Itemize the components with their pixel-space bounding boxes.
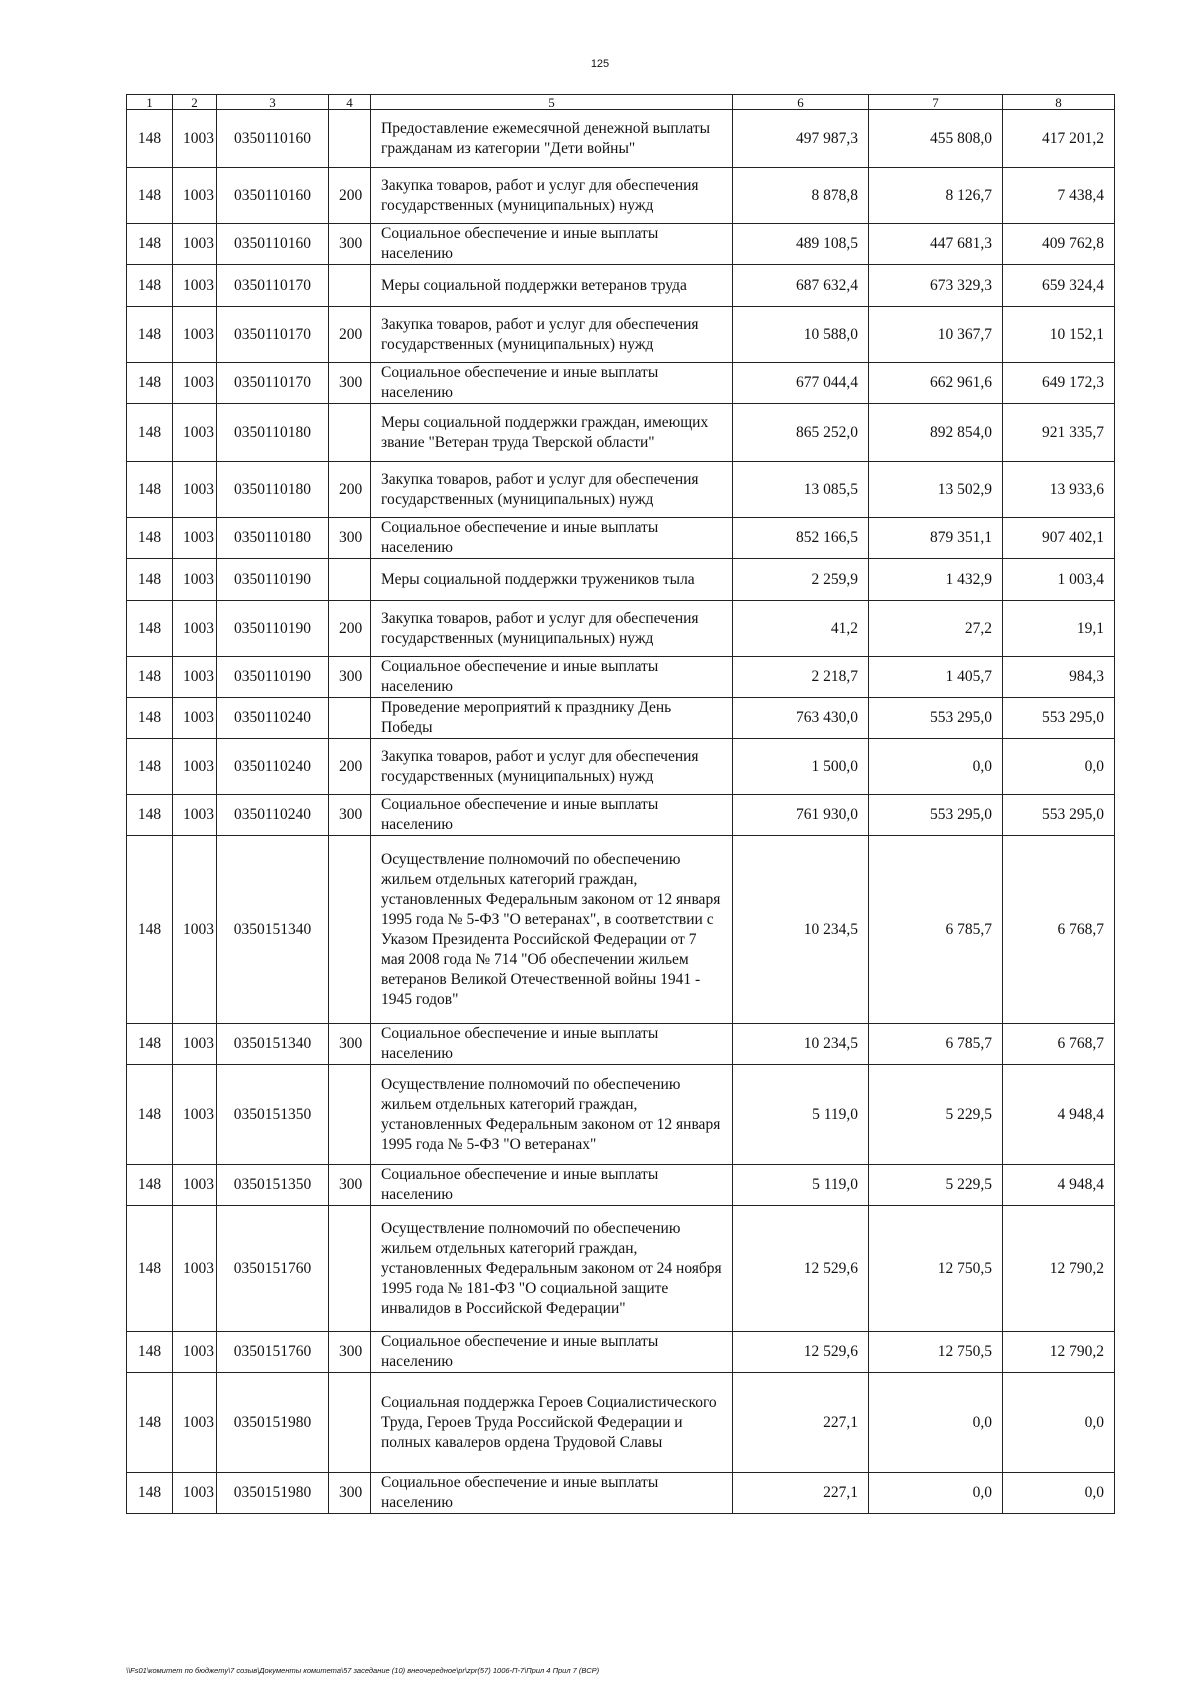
cell-col-5: Меры социальной поддержки ветеранов труда xyxy=(371,265,733,307)
cell-col-8: 907 402,1 xyxy=(1003,518,1115,559)
cell-col-1: 148 xyxy=(127,404,173,462)
cell-col-6: 761 930,0 xyxy=(733,795,869,836)
cell-col-7: 1 405,7 xyxy=(869,657,1003,698)
cell-col-1: 148 xyxy=(127,739,173,795)
cell-col-8: 0,0 xyxy=(1003,1473,1115,1514)
cell-col-1: 148 xyxy=(127,1206,173,1332)
cell-col-4: 200 xyxy=(329,601,371,657)
cell-col-2: 1003 xyxy=(173,1206,217,1332)
cell-col-4: 200 xyxy=(329,739,371,795)
cell-col-7: 10 367,7 xyxy=(869,307,1003,363)
cell-col-7: 553 295,0 xyxy=(869,698,1003,739)
cell-col-6: 852 166,5 xyxy=(733,518,869,559)
cell-col-1: 148 xyxy=(127,307,173,363)
cell-col-6: 12 529,6 xyxy=(733,1206,869,1332)
cell-col-8: 4 948,4 xyxy=(1003,1165,1115,1206)
cell-col-5: Социальное обеспечение и иные выплаты населению xyxy=(371,518,733,559)
cell-col-6: 13 085,5 xyxy=(733,462,869,518)
header-col-5: 5 xyxy=(371,95,733,110)
cell-col-6: 12 529,6 xyxy=(733,1332,869,1373)
cell-col-1: 148 xyxy=(127,1024,173,1065)
cell-col-5: Социальное обеспечение и иные выплаты населению xyxy=(371,224,733,265)
header-col-7: 7 xyxy=(869,95,1003,110)
cell-col-7: 8 126,7 xyxy=(869,168,1003,224)
cell-col-5: Социальная поддержка Героев Социалистического Труда, Героев Труда Российской Федерации и полных кавалеров ордена Трудовой Славы xyxy=(371,1373,733,1473)
cell-col-2: 1003 xyxy=(173,518,217,559)
cell-col-3: 0350151760 xyxy=(217,1332,329,1373)
cell-col-4 xyxy=(329,404,371,462)
table-row xyxy=(127,739,1115,795)
cell-col-2: 1003 xyxy=(173,265,217,307)
table-header xyxy=(127,95,1115,110)
cell-col-8: 6 768,7 xyxy=(1003,836,1115,1024)
table-row xyxy=(127,657,1115,698)
page-number: 125 xyxy=(590,58,610,70)
cell-col-3: 0350151340 xyxy=(217,1024,329,1065)
cell-col-5: Социальное обеспечение и иные выплаты населению xyxy=(371,1165,733,1206)
cell-col-3: 0350110170 xyxy=(217,307,329,363)
cell-col-1: 148 xyxy=(127,363,173,404)
cell-col-5: Социальное обеспечение и иные выплаты населению xyxy=(371,1473,733,1514)
cell-col-7: 447 681,3 xyxy=(869,224,1003,265)
cell-col-2: 1003 xyxy=(173,739,217,795)
cell-col-8: 553 295,0 xyxy=(1003,698,1115,739)
cell-col-1: 148 xyxy=(127,698,173,739)
table-row xyxy=(127,168,1115,224)
cell-col-1: 148 xyxy=(127,1373,173,1473)
cell-col-2: 1003 xyxy=(173,1332,217,1373)
cell-col-8: 12 790,2 xyxy=(1003,1206,1115,1332)
cell-col-6: 2 218,7 xyxy=(733,657,869,698)
cell-col-2: 1003 xyxy=(173,1473,217,1514)
cell-col-5: Меры социальной поддержки тружеников тыла xyxy=(371,559,733,601)
header-col-3: 3 xyxy=(217,95,329,110)
cell-col-6: 763 430,0 xyxy=(733,698,869,739)
cell-col-2: 1003 xyxy=(173,559,217,601)
cell-col-3: 0350110190 xyxy=(217,559,329,601)
cell-col-7: 879 351,1 xyxy=(869,518,1003,559)
table-row xyxy=(127,462,1115,518)
cell-col-7: 27,2 xyxy=(869,601,1003,657)
cell-col-7: 1 432,9 xyxy=(869,559,1003,601)
cell-col-5: Предоставление ежемесячной денежной выплаты гражданам из категории "Дети войны" xyxy=(371,110,733,168)
cell-col-6: 227,1 xyxy=(733,1373,869,1473)
cell-col-4 xyxy=(329,698,371,739)
cell-col-3: 0350151760 xyxy=(217,1206,329,1332)
cell-col-2: 1003 xyxy=(173,462,217,518)
header-col-6: 6 xyxy=(733,95,869,110)
cell-col-1: 148 xyxy=(127,110,173,168)
cell-col-3: 0350110180 xyxy=(217,462,329,518)
budget-table xyxy=(126,94,1115,1514)
table-row xyxy=(127,363,1115,404)
cell-col-6: 10 588,0 xyxy=(733,307,869,363)
table-row xyxy=(127,601,1115,657)
header-col-4: 4 xyxy=(329,95,371,110)
table-row xyxy=(127,698,1115,739)
cell-col-3: 0350151350 xyxy=(217,1165,329,1206)
cell-col-6: 10 234,5 xyxy=(733,1024,869,1065)
table-row xyxy=(127,265,1115,307)
cell-col-6: 10 234,5 xyxy=(733,836,869,1024)
cell-col-4: 300 xyxy=(329,795,371,836)
cell-col-5: Осуществление полномочий по обеспечению жильем отдельных категорий граждан, установленных Федеральным законом от 12 января 1995 года № 5-ФЗ "О ветеранах", в соответствии с Указом Президента Российской Федерации от 7 мая 2008 года № 714 "Об обеспечении жильем ветеранов Великой Отечественной войны 1941 - 1945 годов" xyxy=(371,836,733,1024)
cell-col-4: 200 xyxy=(329,462,371,518)
table-row xyxy=(127,1206,1115,1332)
cell-col-4 xyxy=(329,1373,371,1473)
table-row xyxy=(127,559,1115,601)
cell-col-3: 0350151980 xyxy=(217,1473,329,1514)
cell-col-4: 300 xyxy=(329,1024,371,1065)
cell-col-3: 0350110170 xyxy=(217,265,329,307)
cell-col-8: 0,0 xyxy=(1003,739,1115,795)
cell-col-8: 921 335,7 xyxy=(1003,404,1115,462)
header-row xyxy=(127,95,1115,110)
cell-col-5: Закупка товаров, работ и услуг для обеспечения государственных (муниципальных) нужд xyxy=(371,601,733,657)
cell-col-5: Осуществление полномочий по обеспечению жильем отдельных категорий граждан, установленных Федеральным законом от 24 ноября 1995 года № 181-ФЗ "О социальной защите инвалидов в Российской Федерации" xyxy=(371,1206,733,1332)
cell-col-3: 0350110190 xyxy=(217,657,329,698)
cell-col-4 xyxy=(329,559,371,601)
cell-col-7: 13 502,9 xyxy=(869,462,1003,518)
cell-col-8: 19,1 xyxy=(1003,601,1115,657)
cell-col-5: Социальное обеспечение и иные выплаты населению xyxy=(371,657,733,698)
cell-col-8: 13 933,6 xyxy=(1003,462,1115,518)
cell-col-1: 148 xyxy=(127,836,173,1024)
cell-col-1: 148 xyxy=(127,265,173,307)
header-col-1: 1 xyxy=(127,95,173,110)
cell-col-4: 300 xyxy=(329,1332,371,1373)
table-row xyxy=(127,404,1115,462)
cell-col-8: 417 201,2 xyxy=(1003,110,1115,168)
cell-col-8: 984,3 xyxy=(1003,657,1115,698)
cell-col-8: 12 790,2 xyxy=(1003,1332,1115,1373)
cell-col-2: 1003 xyxy=(173,657,217,698)
cell-col-4: 300 xyxy=(329,224,371,265)
cell-col-5: Закупка товаров, работ и услуг для обеспечения государственных (муниципальных) нужд xyxy=(371,168,733,224)
cell-col-1: 148 xyxy=(127,518,173,559)
cell-col-4: 300 xyxy=(329,657,371,698)
cell-col-7: 553 295,0 xyxy=(869,795,1003,836)
cell-col-8: 6 768,7 xyxy=(1003,1024,1115,1065)
cell-col-3: 0350110240 xyxy=(217,795,329,836)
cell-col-4: 200 xyxy=(329,168,371,224)
cell-col-2: 1003 xyxy=(173,836,217,1024)
cell-col-4: 300 xyxy=(329,363,371,404)
cell-col-6: 489 108,5 xyxy=(733,224,869,265)
cell-col-1: 148 xyxy=(127,1332,173,1373)
table-row xyxy=(127,518,1115,559)
cell-col-1: 148 xyxy=(127,559,173,601)
cell-col-5: Социальное обеспечение и иные выплаты населению xyxy=(371,1332,733,1373)
cell-col-3: 0350110170 xyxy=(217,363,329,404)
cell-col-4 xyxy=(329,1065,371,1165)
cell-col-4 xyxy=(329,836,371,1024)
cell-col-7: 5 229,5 xyxy=(869,1165,1003,1206)
cell-col-2: 1003 xyxy=(173,110,217,168)
cell-col-5: Закупка товаров, работ и услуг для обеспечения государственных (муниципальных) нужд xyxy=(371,739,733,795)
cell-col-2: 1003 xyxy=(173,224,217,265)
table-row xyxy=(127,1473,1115,1514)
cell-col-5: Закупка товаров, работ и услуг для обеспечения государственных (муниципальных) нужд xyxy=(371,307,733,363)
cell-col-2: 1003 xyxy=(173,404,217,462)
cell-col-1: 148 xyxy=(127,224,173,265)
cell-col-3: 0350110180 xyxy=(217,404,329,462)
cell-col-3: 0350110180 xyxy=(217,518,329,559)
cell-col-1: 148 xyxy=(127,168,173,224)
cell-col-7: 0,0 xyxy=(869,1373,1003,1473)
table-row xyxy=(127,795,1115,836)
cell-col-4: 300 xyxy=(329,1165,371,1206)
cell-col-8: 0,0 xyxy=(1003,1373,1115,1473)
cell-col-4 xyxy=(329,265,371,307)
cell-col-1: 148 xyxy=(127,601,173,657)
cell-col-3: 0350110160 xyxy=(217,224,329,265)
table-row xyxy=(127,1065,1115,1165)
table-row xyxy=(127,1332,1115,1373)
cell-col-5: Социальное обеспечение и иные выплаты населению xyxy=(371,363,733,404)
cell-col-8: 7 438,4 xyxy=(1003,168,1115,224)
cell-col-8: 649 172,3 xyxy=(1003,363,1115,404)
cell-col-8: 659 324,4 xyxy=(1003,265,1115,307)
cell-col-4: 200 xyxy=(329,307,371,363)
cell-col-7: 5 229,5 xyxy=(869,1065,1003,1165)
cell-col-6: 5 119,0 xyxy=(733,1165,869,1206)
cell-col-3: 0350151350 xyxy=(217,1065,329,1165)
cell-col-2: 1003 xyxy=(173,795,217,836)
cell-col-1: 148 xyxy=(127,1065,173,1165)
cell-col-1: 148 xyxy=(127,795,173,836)
cell-col-7: 12 750,5 xyxy=(869,1206,1003,1332)
cell-col-1: 148 xyxy=(127,462,173,518)
cell-col-3: 0350110190 xyxy=(217,601,329,657)
cell-col-3: 0350110160 xyxy=(217,110,329,168)
table-row xyxy=(127,224,1115,265)
cell-col-4: 300 xyxy=(329,1473,371,1514)
cell-col-8: 1 003,4 xyxy=(1003,559,1115,601)
cell-col-7: 892 854,0 xyxy=(869,404,1003,462)
cell-col-8: 10 152,1 xyxy=(1003,307,1115,363)
cell-col-2: 1003 xyxy=(173,698,217,739)
cell-col-6: 8 878,8 xyxy=(733,168,869,224)
table-row xyxy=(127,110,1115,168)
cell-col-5: Социальное обеспечение и иные выплаты населению xyxy=(371,795,733,836)
table-row xyxy=(127,1024,1115,1065)
table-row xyxy=(127,307,1115,363)
cell-col-5: Меры социальной поддержки граждан, имеющих звание "Ветеран труда Тверской области" xyxy=(371,404,733,462)
cell-col-3: 0350110240 xyxy=(217,698,329,739)
header-col-2: 2 xyxy=(173,95,217,110)
cell-col-3: 0350151340 xyxy=(217,836,329,1024)
header-col-8: 8 xyxy=(1003,95,1115,110)
cell-col-7: 0,0 xyxy=(869,1473,1003,1514)
cell-col-1: 148 xyxy=(127,1473,173,1514)
cell-col-2: 1003 xyxy=(173,1165,217,1206)
cell-col-8: 4 948,4 xyxy=(1003,1065,1115,1165)
cell-col-6: 41,2 xyxy=(733,601,869,657)
cell-col-3: 0350110240 xyxy=(217,739,329,795)
cell-col-6: 497 987,3 xyxy=(733,110,869,168)
cell-col-1: 148 xyxy=(127,657,173,698)
cell-col-2: 1003 xyxy=(173,307,217,363)
cell-col-6: 677 044,4 xyxy=(733,363,869,404)
cell-col-6: 227,1 xyxy=(733,1473,869,1514)
cell-col-6: 1 500,0 xyxy=(733,739,869,795)
table-body xyxy=(127,110,1115,1514)
cell-col-5: Социальное обеспечение и иные выплаты населению xyxy=(371,1024,733,1065)
cell-col-6: 5 119,0 xyxy=(733,1065,869,1165)
cell-col-7: 673 329,3 xyxy=(869,265,1003,307)
cell-col-5: Закупка товаров, работ и услуг для обеспечения государственных (муниципальных) нужд xyxy=(371,462,733,518)
table-row xyxy=(127,1165,1115,1206)
cell-col-6: 2 259,9 xyxy=(733,559,869,601)
cell-col-6: 865 252,0 xyxy=(733,404,869,462)
cell-col-5: Проведение мероприятий к празднику День Победы xyxy=(371,698,733,739)
table-row xyxy=(127,1373,1115,1473)
cell-col-2: 1003 xyxy=(173,601,217,657)
cell-col-7: 12 750,5 xyxy=(869,1332,1003,1373)
cell-col-7: 455 808,0 xyxy=(869,110,1003,168)
cell-col-7: 0,0 xyxy=(869,739,1003,795)
cell-col-2: 1003 xyxy=(173,168,217,224)
cell-col-3: 0350151980 xyxy=(217,1373,329,1473)
cell-col-5: Осуществление полномочий по обеспечению жильем отдельных категорий граждан, установленных Федеральным законом от 12 января 1995 года № 5-ФЗ "О ветеранах" xyxy=(371,1065,733,1165)
cell-col-6: 687 632,4 xyxy=(733,265,869,307)
cell-col-7: 6 785,7 xyxy=(869,836,1003,1024)
cell-col-2: 1003 xyxy=(173,1065,217,1165)
file-path-footer: \\Fs01\комитет по бюджету\7 созыв\Документы комитета\57 заседание (10) внеочередное\pr\zpr(57) 1006-П-7\Прил 4 Прил 7 (ВСР) xyxy=(126,1666,600,1675)
cell-col-4 xyxy=(329,110,371,168)
cell-col-1: 148 xyxy=(127,1165,173,1206)
cell-col-7: 6 785,7 xyxy=(869,1024,1003,1065)
cell-col-2: 1003 xyxy=(173,1373,217,1473)
cell-col-8: 409 762,8 xyxy=(1003,224,1115,265)
cell-col-2: 1003 xyxy=(173,363,217,404)
table-row xyxy=(127,836,1115,1024)
cell-col-4: 300 xyxy=(329,518,371,559)
cell-col-8: 553 295,0 xyxy=(1003,795,1115,836)
cell-col-4 xyxy=(329,1206,371,1332)
cell-col-3: 0350110160 xyxy=(217,168,329,224)
cell-col-2: 1003 xyxy=(173,1024,217,1065)
cell-col-7: 662 961,6 xyxy=(869,363,1003,404)
